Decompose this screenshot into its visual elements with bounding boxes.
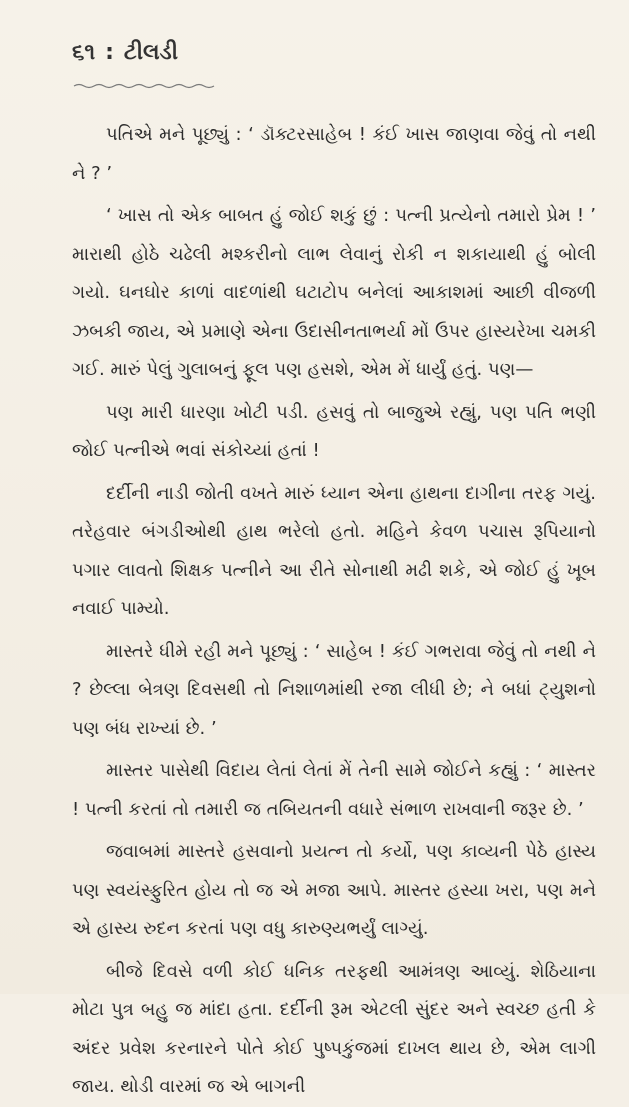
paragraph: જવાબમાં માસ્તરે હસવાનો પ્રયત્ન તો કર્યો, પણ કાવ્યની પેઠે હાસ્ય પણ સ્વયંસ્ફુરિત હોય તો જ એ મજા આપે. માસ્તર હસ્યા ખરા, પણ મને એ હાસ્ય રુદન કરતાં પણ વધુ કારુણ્યભર્યું લાગ્યું. <box>72 841 596 939</box>
paragraph: દર્દીની નાડી જોતી વખતે મારું ધ્યાન એના હાથના દાગીના તરફ ગયું. તરેહવાર બંગડીઓથી હાથ ભરેલો હતો. મહિને કેવળ પચાસ રૂપિયાનો પગાર લાવતો શિક્ષક પત્નીને આ રીતે સોનાથી મઢી શકે, એ જોઈ હું ખૂબ નવાઈ પામ્યો. <box>72 482 596 619</box>
paragraph: બીજે દિવસે વળી કોઈ ધનિક તરફથી આમંત્રણ આવ્યું. શેઠિયાના મોટા પુત્ર બહુ જ માંદા હતા. દર્દીની રૂમ એટલી સુંદર અને સ્વચ્છ હતી કે અંદર પ્રવેશ કરનારને પોતે કોઈ પુષ્પકુંજમાં દાખલ થાય છે, એમ લાગી જાય. થોડી વારમાં જ એ બાગની <box>72 960 596 1097</box>
paragraph: ‘ ખાસ તો એક બાબત હું જોઈ શકું છું : પત્ની પ્રત્યેનો તમારો પ્રેમ ! ’ મારાથી હોઠે ચઢેલી મશ્કરીનો લાભ લેવાનું રોકી ન શકાયાથી હું બોલી ગયો. ઘનઘોર કાળાં વાદળાંથી ઘટાટોપ બનેલાં આકાશમાં આછી વીજળી ઝબકી જાય, એ પ્રમાણે એના ઉદાસીનતાભર્યા મોં ઉપર હાસ્યરેખા ચમકી ગઈ. મારું પેલું ગુલાબનું ફૂલ પણ હસશે, એમ મેં ધાર્યું હતું. પણ— <box>72 205 596 380</box>
page-number: ૬૧ <box>72 40 96 65</box>
paragraph: માસ્તર પાસેથી વિદાય લેતાં લેતાં મેં તેની સામે જોઈને કહ્યું : ‘ માસ્તર ! પત્ની કરતાં તો તમારી જ તબિયતની વધારે સંભાળ રાખવાની જરૂર છે. ’ <box>72 760 596 820</box>
paragraph: પતિએ મને પૂછ્યું : ‘ ડૉક્ટરસાહેબ ! કંઈ ખાસ જાણવા જેવું તો નથી ને ? ’ <box>72 124 596 184</box>
paragraph: પણ મારી ધારણા ખોટી પડી. હસવું તો બાજુએ રહ્યું, પણ પતિ ભણી જોઈ પત્નીએ ભવાં સંકોચ્યાં હતાં ! <box>72 401 596 461</box>
page-header <box>72 40 593 80</box>
header-separator: : <box>105 40 114 65</box>
running-title: ટીલડી <box>123 40 179 65</box>
page-body <box>72 116 596 1107</box>
paragraph: માસ્તરે ધીમે રહી મને પૂછ્યું : ‘ સાહેબ ! કંઈ ગભરાવા જેવું તો નથી ને ? છેલ્લા બેત્રણ દિવસથી તો નિશાળમાંથી રજા લીધી છે; ને બધાં ટ્યુશનો પણ બંધ રાખ્યાં છે. ’ <box>72 640 596 739</box>
header-ornament <box>72 82 222 90</box>
